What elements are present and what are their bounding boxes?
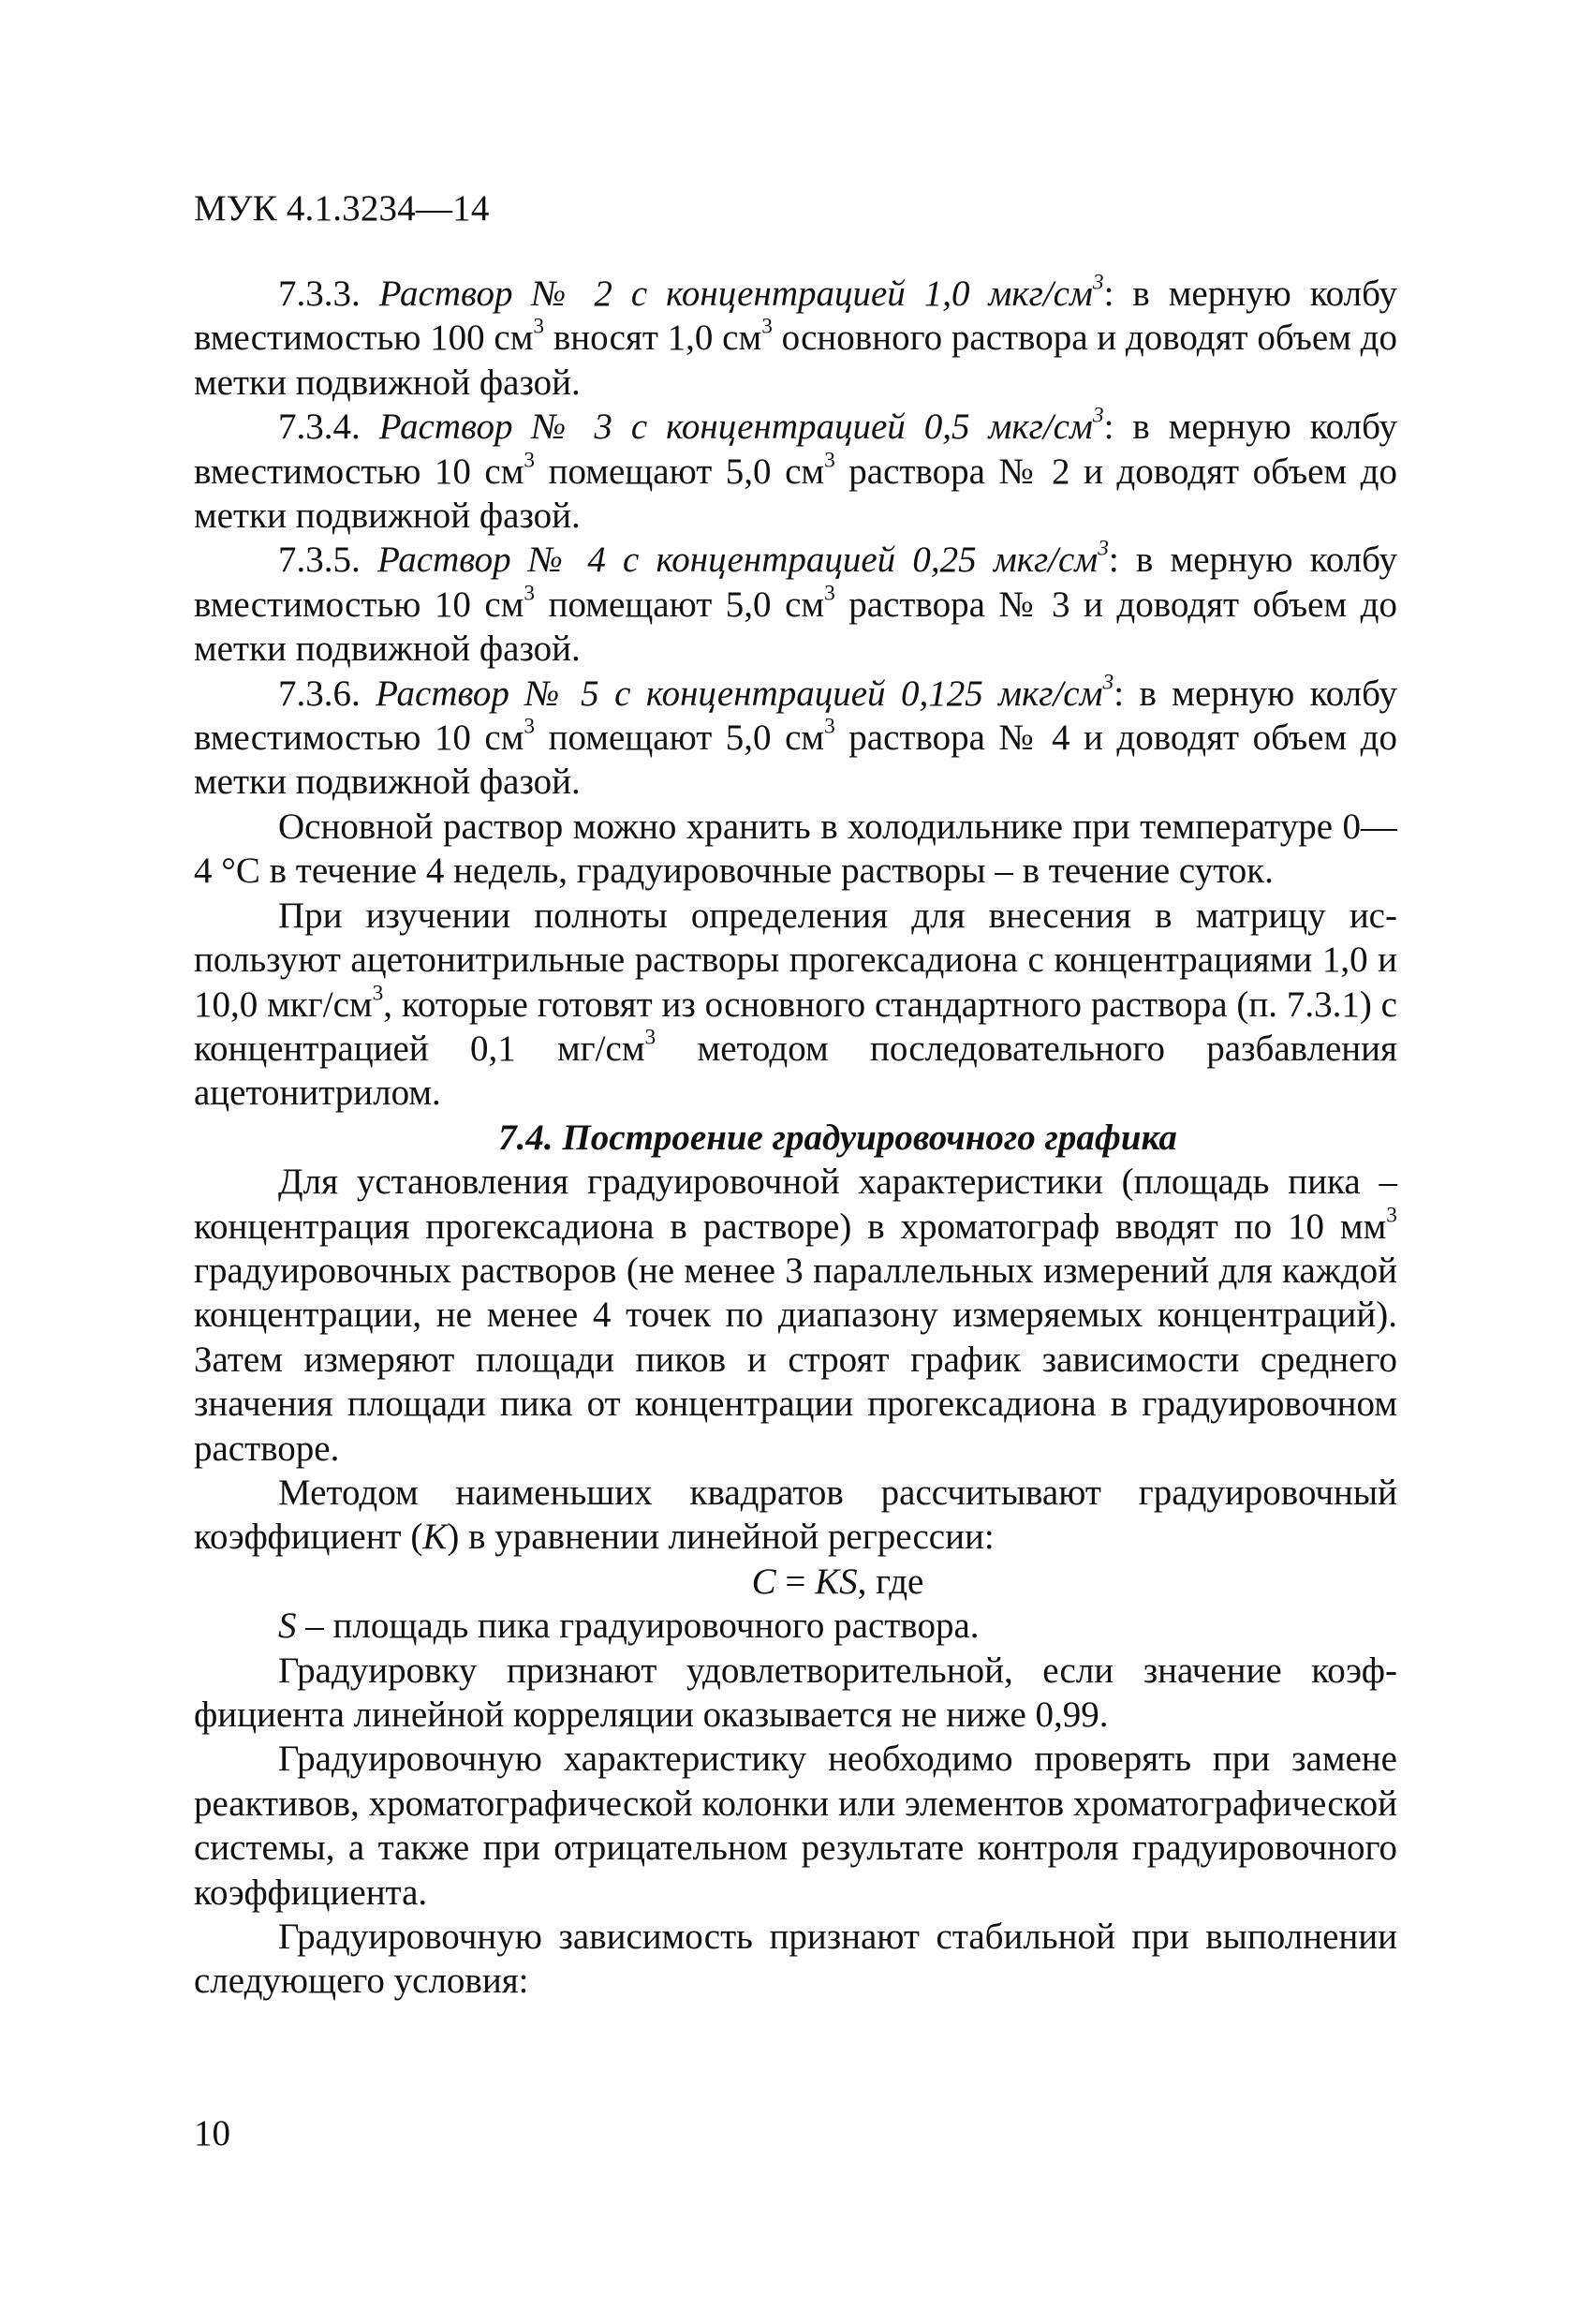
clause-number: 7.3.4. bbox=[278, 407, 379, 448]
paragraph-s-definition: S – площадь пика градуировочного раствора. bbox=[278, 1606, 980, 1647]
paragraph-check: Градуировочную характеристику необходимо проверять при замене реактивов, хроматографической колонки или элементов хроматографической системы, а также при отрицательном результате контроля градуировочного коэффициента. bbox=[194, 1739, 1397, 1913]
paragraph-least-squares: Методом наименьших квадратов рассчитывают градуировочный коэффициент (K) в уравнении линейной регрессии: bbox=[194, 1472, 1397, 1558]
document-body bbox=[194, 272, 1397, 2004]
paragraph-satisfactory: Градуировку признают удовлетворительной, если значение коэффициента линейной корреляции оказывается не ниже 0,99. bbox=[194, 1650, 1397, 1735]
paragraph-stable: Градуировочную зависимость признают стабильной при выполнении следующего условия: bbox=[194, 1917, 1397, 2002]
paragraph-7-3-3: 7.3.3. Раствор № 2 с концентрацией 1,0 мкг/$см^3$: в мерную колбу вместимостью 100 $см^3$ вносят 1,0 $см^3$ основного раствора и доводят объем до метки подвижной фазой. bbox=[194, 270, 1397, 403]
section-heading-7-4: 7.4. Построение градуировочного графика bbox=[498, 1117, 1177, 1158]
regression-formula: C = KS, где bbox=[751, 1561, 924, 1602]
document-code-header: МУК 4.1.3234—14 bbox=[194, 188, 490, 229]
clause-title: Раствор № 3 с концентрацией 0,5 мкг/$см^3$ bbox=[378, 403, 1104, 448]
paragraph-calibration: Для установления градуировочной характеристики (площадь пика – концентрация прогексадиона в растворе) в хроматограф вводят по 10 $мм^3$ градуировочных растворов (не менее 3 параллельных измерений для каждой концентрации, не менее 4 точек по диапазону измеряемых концентраций). Затем измеряют площади пиков и строят график зависимости среднего значения площади пика от концентрации прогексадиона в градуировочном растворе. bbox=[194, 1162, 1397, 1469]
clause-title: Раствор № 5 с концентрацией 0,125 мкг/$см^3$ bbox=[376, 670, 1114, 714]
paragraph-storage: Основной раствор можно хранить в холодильнике при температуре 0—4 °С в течение 4 недель, градуировочные растворы – в течение суток. bbox=[194, 806, 1397, 892]
clause-number: 7.3.5. bbox=[278, 540, 377, 581]
paragraph-7-3-4: 7.3.4. Раствор № 3 с концентрацией 0,5 мкг/$см^3$: в мерную колбу вместимостью 10 $см^3$ помещают 5,0 $см^3$ раствора № 2 и доводят объем до метки подвижной фазой. bbox=[194, 403, 1397, 537]
paragraph-7-3-6: 7.3.6. Раствор № 5 с концентрацией 0,125 мкг/$см^3$: в мерную колбу вместимостью 10 $см^3$ помещают 5,0 $см^3$ раствора № 4 и доводят объем до метки подвижной фазой. bbox=[194, 670, 1397, 803]
clause-number: 7.3.6. bbox=[278, 673, 376, 714]
clause-title: Раствор № 2 с концентрацией 1,0 мкг/$см^3$ bbox=[378, 270, 1104, 314]
paragraph-7-3-5: 7.3.5. Раствор № 4 с концентрацией 0,25 мкг/$см^3$: в мерную колбу вместимостью 10 $см^3$ помещают 5,0 $см^3$ раствора № 3 и доводят объем до метки подвижной фазой. bbox=[194, 536, 1398, 670]
paragraph-recovery: При изучении полноты определения для внесения в матрицу используют ацетонитрильные растворы прогексадиона с концентрациями 1,0 и 10,0 мкг/$см^3$, которые готовят из основного стандартного раствора (п. 7.3.1) с концентрацией 0,1 $мг/см^3$ методом последовательного разбавления ацетонитрилом. bbox=[194, 895, 1397, 1114]
page-number: 10 bbox=[194, 2113, 230, 2154]
clause-number: 7.3.3. bbox=[278, 274, 379, 314]
clause-title: Раствор № 4 с концентрацией 0,25 мкг/$см^3$ bbox=[376, 536, 1109, 581]
